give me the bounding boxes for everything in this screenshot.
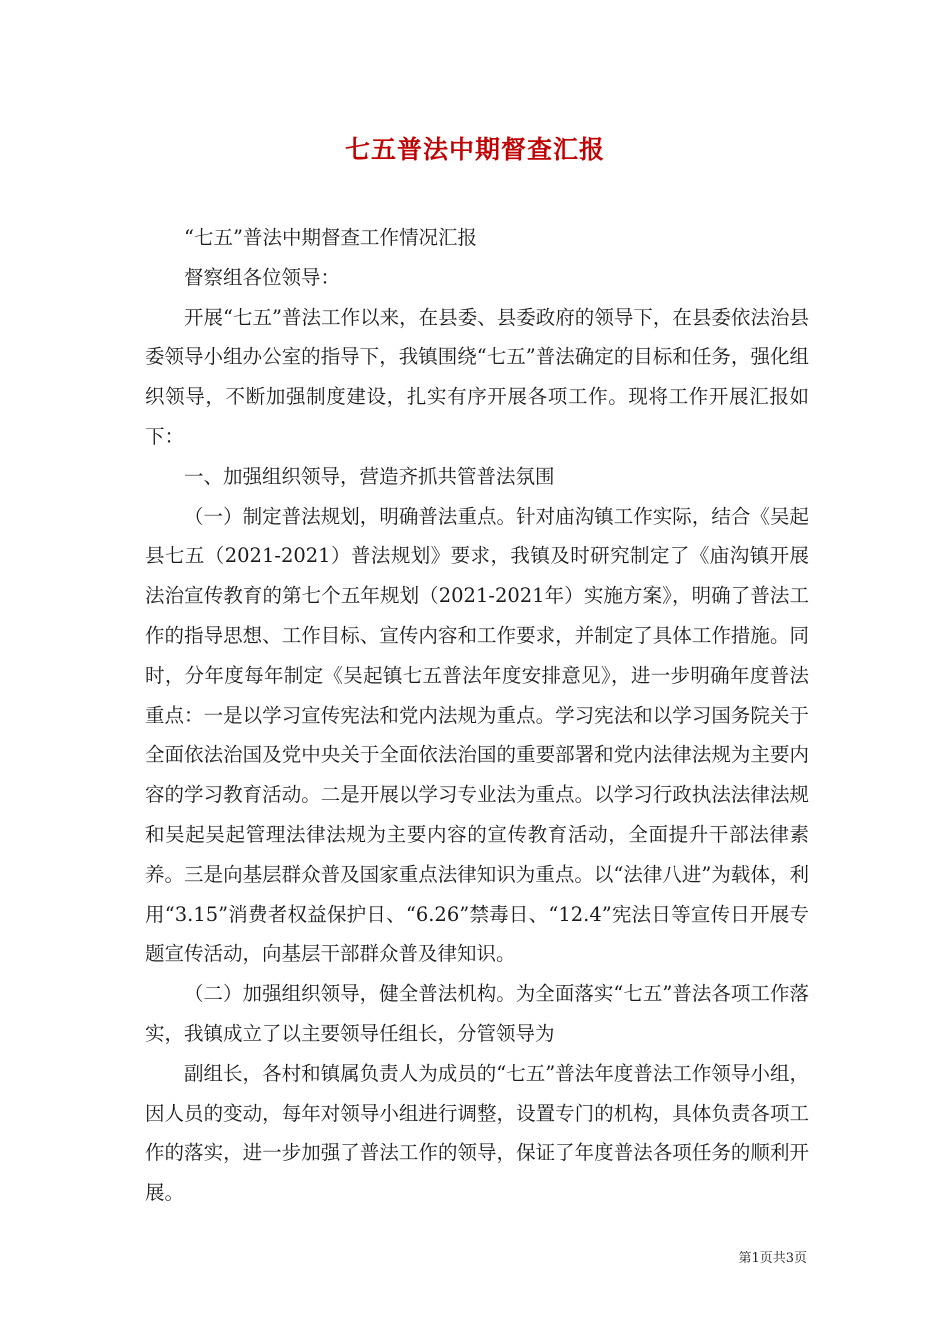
page-number: 第1页共3页 — [738, 1251, 807, 1266]
paragraph-item-two: （二）加强组织领导，健全普法机构。为全面落实“七五”普法各项工作落实，我镇成立了以主要领导任组长，分管领导为 — [145, 982, 809, 1045]
paragraph-item-two-continued: 副组长，各村和镇属负责人为成员的“七五”普法年度普法工作领导小组，因人员的变动，每年对领导小组进行调整，设置专门的机构，具体负责各项工作的落实，进一步加强了普法工作的领导，保证了年度普法各项任务的顺利开展。 — [145, 1061, 809, 1205]
paragraph-salutation: 督察组各位领导： — [184, 265, 341, 289]
paragraph-subtitle: “七五”普法中期督查工作情况汇报 — [184, 226, 477, 249]
document-title: 七五普法中期督查汇报 — [344, 135, 605, 164]
document-body — [145, 218, 809, 1213]
paragraph-intro: 开展“七五”普法工作以来，在县委、县委政府的领导下，在县委依法治县委领导小组办公室的指导下，我镇围绕“七五”普法确定的目标和任务，强化组织领导，不断加强制度建设，扎实有序开展各项工作。现将工作开展汇报如下： — [145, 305, 809, 448]
paragraph-item-one: （一）制定普法规划，明确普法重点。针对庙沟镇工作实际，结合《吴起县七五（2021-2021）普法规划》要求，我镇及时研究制定了《庙沟镇开展法治宣传教育的第七个五年规划（2021-2021年）实施方案》，明确了普法工作的指导思想、工作目标、宣传内容和工作要求，并制定了具体工作措施。同时，分年度每年制定《吴起镇七五普法年度安排意见》，进一步明确年度普法重点：一是以学习宣传宪法和党内法规为重点。学习宪法和以学习国务院关于全面依法治国及党中央关于全面依法治国的重要部署和党内法律法规为主要内容的学习教育活动。二是开展以学习专业法为重点。以学习行政执法法律法规和吴起吴起管理法律法规为主要内容的宣传教育活动，全面提升干部法律素养。三是向基层群众普及国家重点法律知识为重点。以“法律八进”为载体，利用“3.15”消费者权益保护日、“6.26”禁毒日、“12.4”宪法日等宣传日开展专题宣传活动，向基层干部群众普及律知识。 — [145, 504, 809, 966]
paragraph-section-heading: 一、加强组织领导，营造齐抓共管普法氛围 — [184, 464, 555, 488]
